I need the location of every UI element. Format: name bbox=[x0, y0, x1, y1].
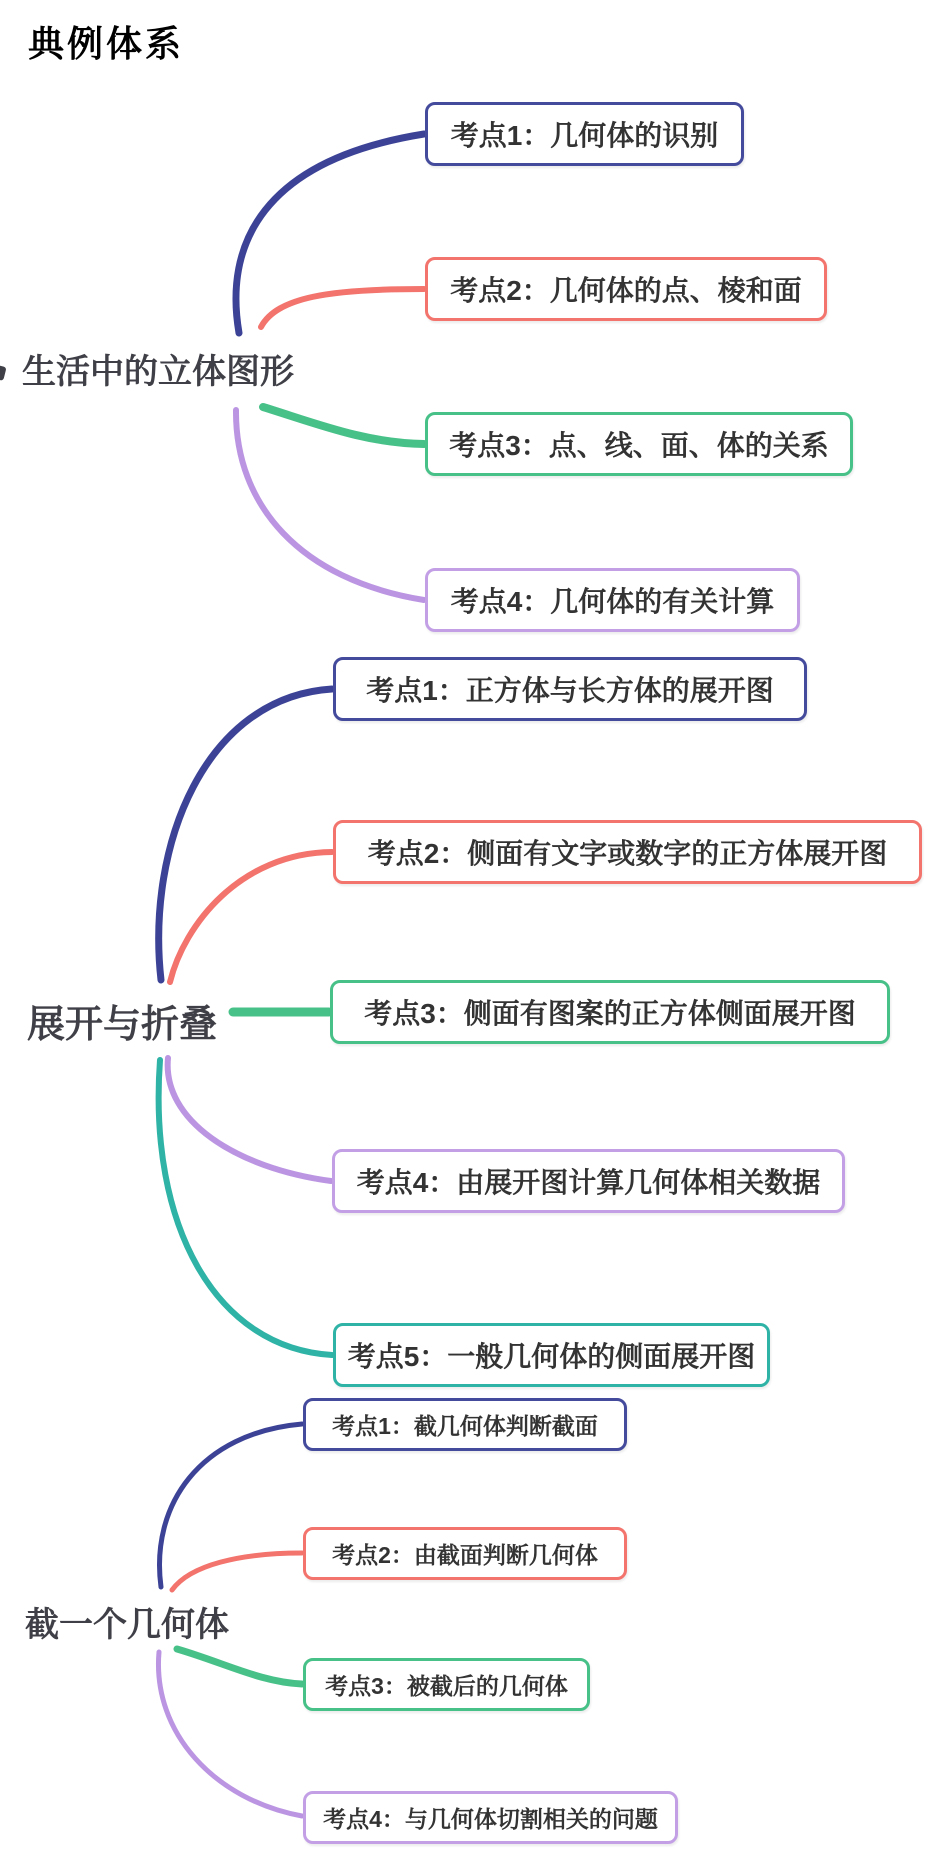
connector-s2-topic2-icon bbox=[170, 852, 332, 982]
branch-root-solid-figures[interactable]: 生活中的立体图形 bbox=[22, 353, 294, 391]
connector-s1-topic1-icon bbox=[236, 134, 424, 333]
connector-s2-topic1-icon bbox=[159, 689, 332, 980]
topic-node-s3-3[interactable]: 考点3：被截后的几何体 bbox=[303, 1658, 590, 1711]
connector-s2-topic4-icon bbox=[168, 1058, 331, 1181]
topic-node-s2-2[interactable]: 考点2：侧面有文字或数字的正方体展开图 bbox=[333, 820, 922, 884]
topic-node-s2-1[interactable]: 考点1：正方体与长方体的展开图 bbox=[333, 657, 807, 721]
connector-s3-topic2-icon bbox=[172, 1553, 302, 1590]
branch-root-unfold-fold[interactable]: 展开与折叠 bbox=[27, 1004, 218, 1046]
connector-s3-topic1-icon bbox=[160, 1424, 302, 1587]
topic-node-s3-1[interactable]: 考点1：截几何体判断截面 bbox=[303, 1398, 627, 1451]
topic-node-s2-3[interactable]: 考点3：侧面有图案的正方体侧面展开图 bbox=[330, 980, 890, 1044]
topic-node-s3-2[interactable]: 考点2：由截面判断几何体 bbox=[303, 1527, 627, 1580]
branch-root-cut-solid[interactable]: 截一个几何体 bbox=[25, 1606, 229, 1644]
topic-node-s2-5[interactable]: 考点5：一般几何体的侧面展开图 bbox=[333, 1323, 770, 1387]
connector-s1-topic2-icon bbox=[261, 289, 424, 327]
connector-s3-topic4-icon bbox=[158, 1652, 302, 1816]
topic-node-s2-4[interactable]: 考点4：由展开图计算几何体相关数据 bbox=[332, 1149, 845, 1213]
topic-node-s3-4[interactable]: 考点4：与几何体切割相关的问题 bbox=[303, 1791, 678, 1844]
topic-node-s1-2[interactable]: 考点2：几何体的点、棱和面 bbox=[425, 257, 827, 321]
connector-s1-topic3-icon bbox=[263, 407, 424, 444]
connector-s3-topic3-icon bbox=[177, 1649, 302, 1684]
topic-node-s1-4[interactable]: 考点4：几何体的有关计算 bbox=[425, 568, 800, 632]
page-title: 典例体系 bbox=[28, 24, 185, 64]
connector-s2-topic5-icon bbox=[159, 1060, 332, 1355]
topic-node-s1-1[interactable]: 考点1：几何体的识别 bbox=[425, 102, 744, 166]
topic-node-s1-3[interactable]: 考点3：点、线、面、体的关系 bbox=[425, 412, 853, 476]
